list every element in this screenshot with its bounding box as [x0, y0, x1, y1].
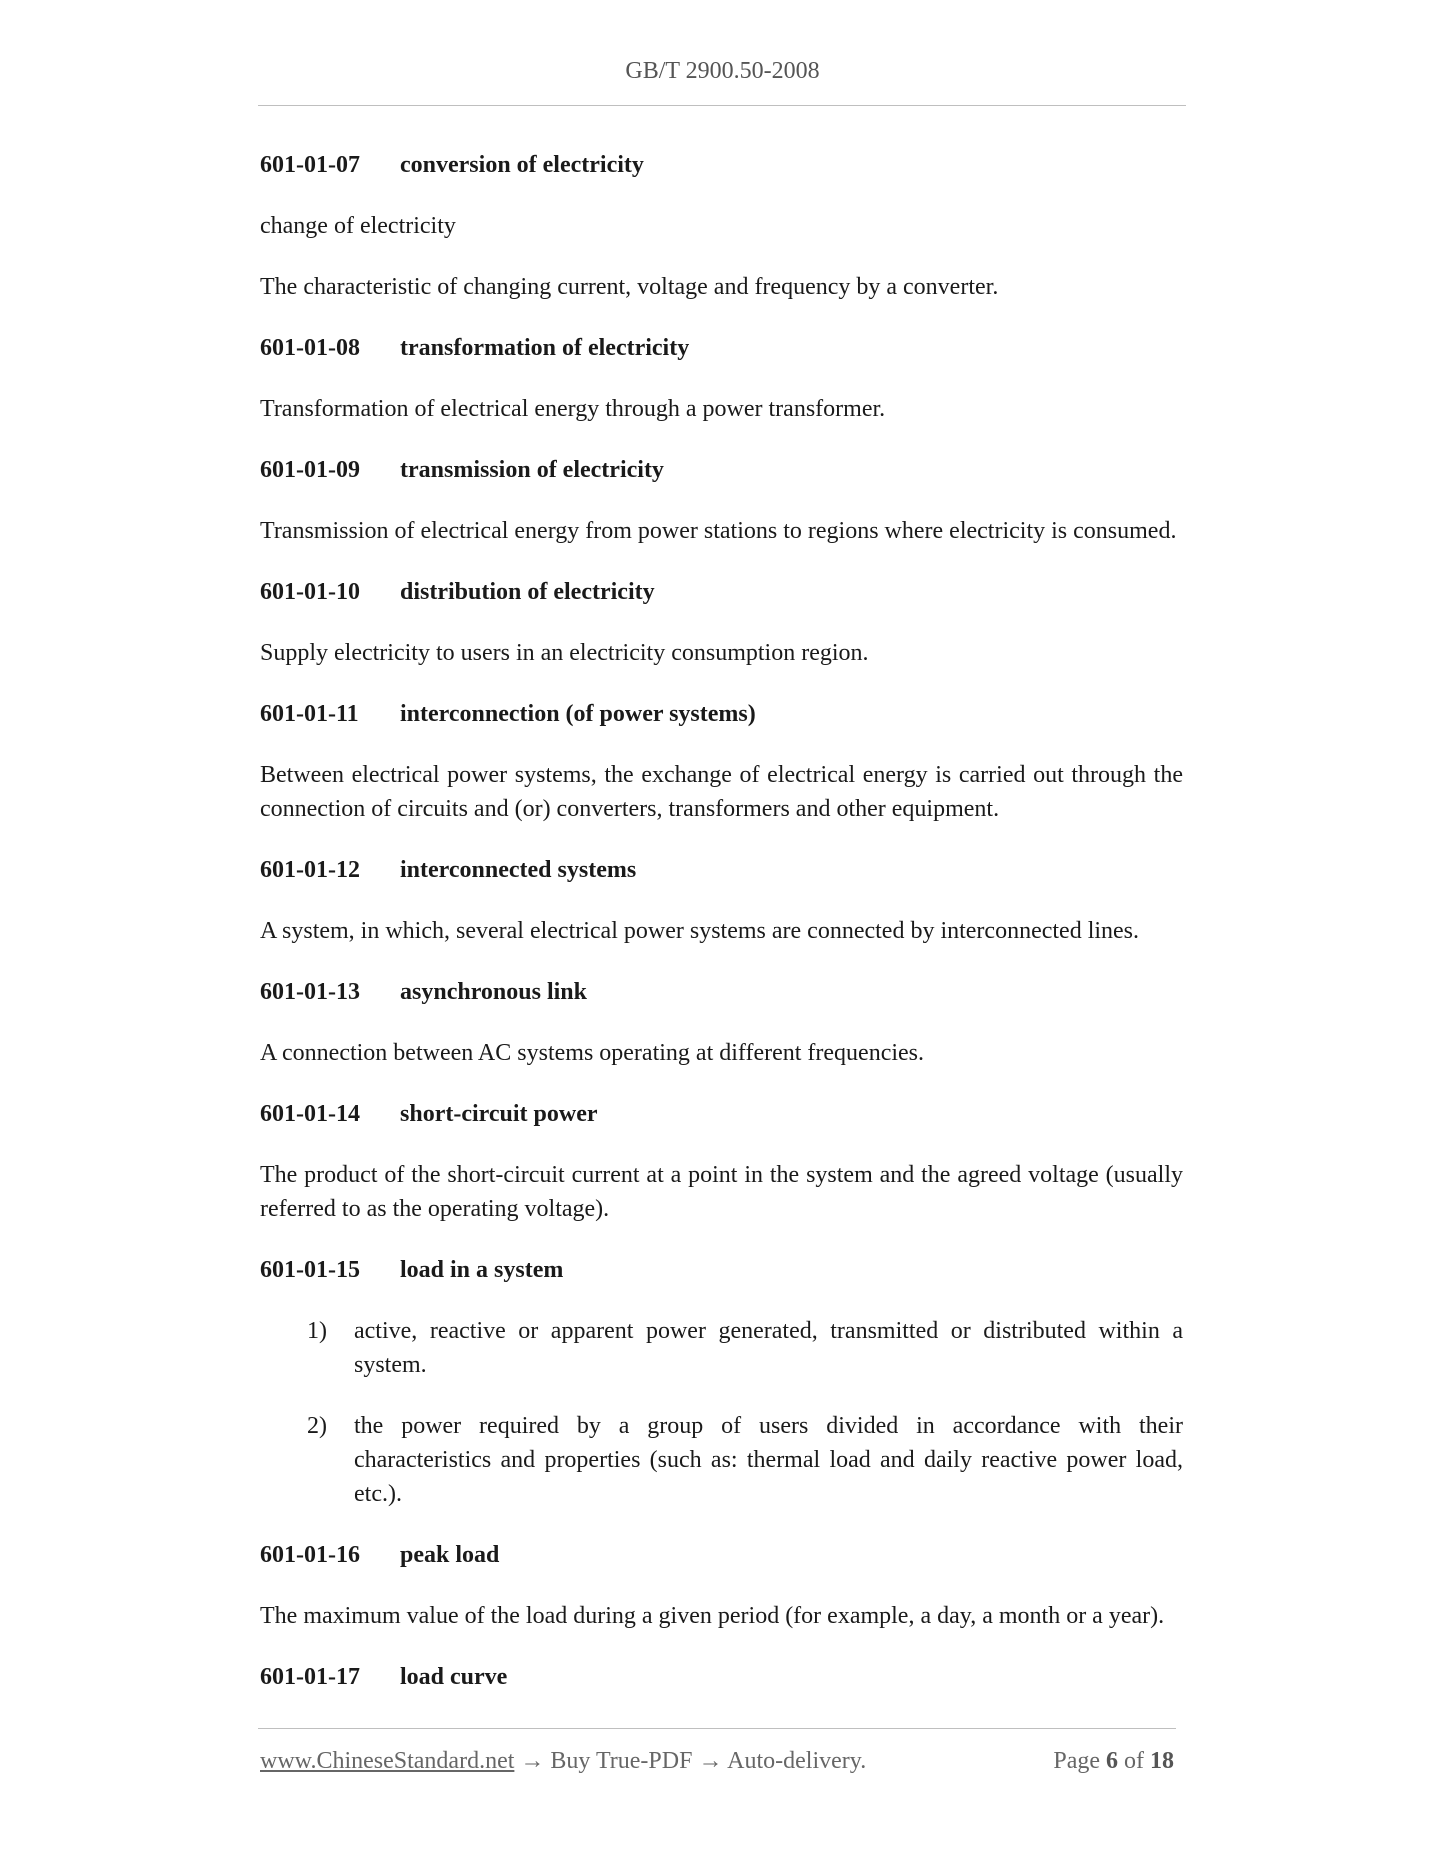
term-heading — [260, 697, 1183, 731]
auto-delivery-text: Auto-delivery. — [727, 1748, 867, 1774]
list-item — [260, 1409, 1183, 1511]
term-entry — [260, 1253, 1183, 1511]
page-total: 18 — [1150, 1748, 1174, 1774]
list-number: 1) — [307, 1318, 327, 1344]
term-entry — [260, 1538, 1183, 1633]
term-heading — [260, 853, 1183, 887]
page-current: 6 — [1106, 1748, 1118, 1774]
term-entry — [260, 1097, 1183, 1226]
footer-promo — [260, 1748, 866, 1775]
term-code: 601-01-09 — [260, 457, 360, 483]
term-heading — [260, 1538, 1183, 1572]
term-code: 601-01-11 — [260, 701, 359, 727]
page-label: Page — [1053, 1748, 1100, 1774]
term-code: 601-01-10 — [260, 579, 360, 605]
term-name: transformation of electricity — [400, 335, 690, 361]
term-name: interconnected systems — [400, 857, 637, 883]
list-number: 2) — [307, 1413, 327, 1439]
term-entry — [260, 453, 1183, 548]
list-text: the power required by a group of users divided in accordance with their characteristics and properties (such as: thermal load and daily reactive power load, etc.). — [354, 1413, 1183, 1507]
term-definition: Between electrical power systems, the exchange of electrical energy is carried out through the connection of circuits and (or) converters, transformers and other equipment. — [260, 762, 1183, 822]
page-header: GB/T 2900.50-2008 — [625, 58, 820, 84]
term-definition: A connection between AC systems operating at different frequencies. — [260, 1040, 925, 1066]
term-entry — [260, 975, 1183, 1070]
term-definition: The maximum value of the load during a given period (for example, a day, a month or a year). — [260, 1603, 1165, 1629]
list-item — [260, 1314, 1183, 1382]
term-code: 601-01-15 — [260, 1257, 360, 1283]
term-entry — [260, 331, 1183, 426]
term-entry — [260, 1660, 1183, 1694]
term-code: 601-01-14 — [260, 1101, 360, 1127]
term-definition: A system, in which, several electrical power systems are connected by interconnected lines. — [260, 918, 1140, 944]
term-entry — [260, 853, 1183, 948]
term-code: 601-01-17 — [260, 1664, 360, 1690]
term-heading — [260, 1097, 1183, 1131]
term-name: conversion of electricity — [400, 152, 644, 178]
document-body — [260, 148, 1183, 1721]
term-heading — [260, 575, 1183, 609]
term-definition: Transmission of electrical energy from power stations to regions where electricity is consumed. — [260, 518, 1177, 544]
arrow-right-icon: → — [520, 1748, 545, 1774]
term-name: short-circuit power — [400, 1101, 598, 1127]
buy-pdf-text: Buy True-PDF — [550, 1748, 693, 1774]
term-heading — [260, 148, 1183, 182]
term-heading — [260, 1253, 1183, 1287]
term-code: 601-01-12 — [260, 857, 360, 883]
term-name: distribution of electricity — [400, 579, 655, 605]
term-entry — [260, 148, 1183, 304]
term-code: 601-01-16 — [260, 1542, 360, 1568]
term-heading — [260, 331, 1183, 365]
term-name: load in a system — [400, 1257, 564, 1283]
list-text: active, reactive or apparent power generated, transmitted or distributed within a system. — [354, 1318, 1183, 1378]
page-of: of — [1124, 1748, 1144, 1774]
header-divider — [258, 105, 1186, 106]
term-definition: The characteristic of changing current, voltage and frequency by a converter. — [260, 274, 999, 300]
term-name: interconnection (of power systems) — [400, 701, 756, 727]
term-definition: The product of the short-circuit current at a point in the system and the agreed voltage (usually referred to as the operating voltage). — [260, 1162, 1183, 1222]
term-name: load curve — [400, 1664, 508, 1690]
term-code: 601-01-07 — [260, 152, 360, 178]
term-entry — [260, 697, 1183, 826]
term-name: transmission of electricity — [400, 457, 664, 483]
website-link[interactable]: www.ChineseStandard.net — [260, 1748, 515, 1774]
term-heading — [260, 453, 1183, 487]
term-definition: Transformation of electrical energy through a power transformer. — [260, 396, 886, 422]
footer-divider — [258, 1728, 1176, 1729]
term-heading — [260, 1660, 1183, 1694]
term-code: 601-01-08 — [260, 335, 360, 361]
term-entry — [260, 575, 1183, 670]
term-name: peak load — [400, 1542, 500, 1568]
definition-list — [260, 1314, 1183, 1511]
arrow-right-icon: → — [698, 1748, 723, 1774]
term-synonym: change of electricity — [260, 213, 456, 239]
term-heading — [260, 975, 1183, 1009]
term-definition: Supply electricity to users in an electricity consumption region. — [260, 640, 869, 666]
term-name: asynchronous link — [400, 979, 587, 1005]
page-number — [1053, 1748, 1174, 1775]
term-code: 601-01-13 — [260, 979, 360, 1005]
